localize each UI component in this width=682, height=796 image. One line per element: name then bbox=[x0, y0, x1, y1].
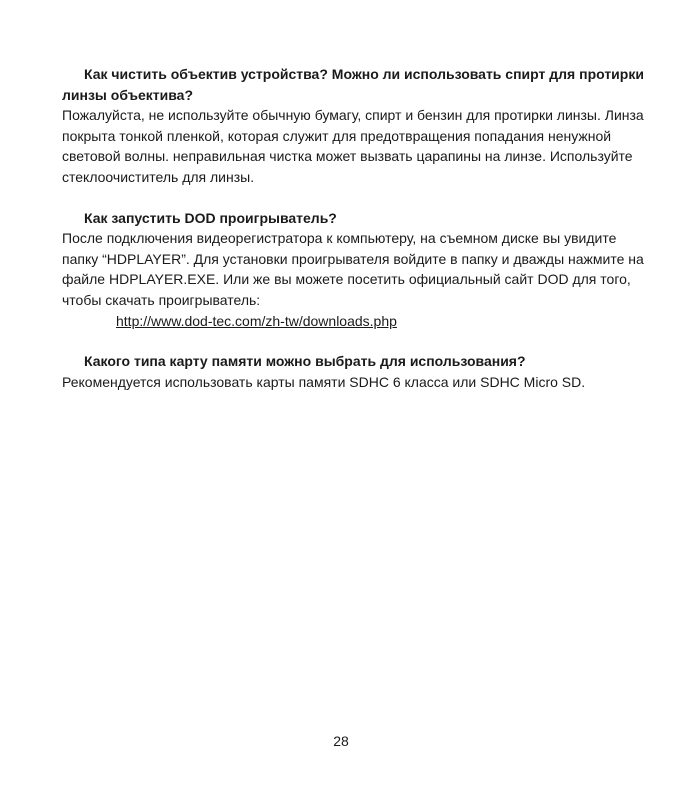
faq-question: Как чистить объектив устройства? Можно ли использовать спирт для протирки линзы объектива? bbox=[62, 66, 644, 103]
faq-answer: Пожалуйста, не используйте обычную бумагу, спирт и бензин для протирки линзы. Линза покрыта тонкой пленкой, которая служит для предотвращения попадания ненужной световой волны. неправильная чистка может вызвать царапины на линзе. Используйте стеклоочиститель для линзы. bbox=[62, 107, 644, 185]
download-link-line bbox=[62, 311, 652, 332]
faq-answer: После подключения видеорегистратора к компьютеру, на съемном диске вы увидите папку “HDPLAYER”. Для установки проигрывателя войдите в папку и дважды нажмите на файле HDPLAYER.EXE. Или же вы можете посетить официальный сайт DOD для того, чтобы скачать проигрыватель: bbox=[62, 230, 644, 308]
download-link[interactable]: http://www.dod-tec.com/zh-tw/downloads.php bbox=[116, 312, 397, 329]
faq-question: Какого типа карту памяти можно выбрать для использования? bbox=[84, 353, 526, 370]
faq-section-lens-cleaning bbox=[62, 64, 652, 188]
faq-answer: Рекомендуется использовать карты памяти SDHC 6 класса или SDHC Micro SD. bbox=[62, 373, 586, 390]
faq-question: Как запустить DOD проигрыватель? bbox=[84, 209, 337, 226]
page-number: 28 bbox=[333, 733, 349, 749]
faq-section-player bbox=[62, 208, 652, 332]
document-body bbox=[62, 64, 652, 412]
faq-section-memory-card bbox=[62, 351, 652, 392]
